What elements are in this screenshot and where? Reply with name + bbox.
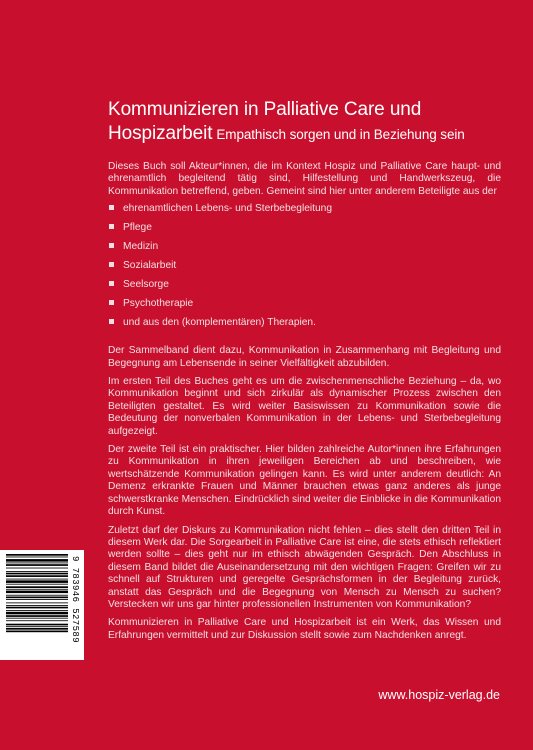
- paragraph-2: Im ersten Teil des Buches geht es um die zwischenmenschliche Beziehung – da, wo Kommunikation beginnt und sich zirkulär als dynamischer Prozess zwischen den Beteiligten gestaltet. Es wird weiter Basiswissen zu Kommunikation sowie die Bedeutung der nonverbalen Kommunikation in der Lebens- und Sterbebegleitung aufgezeigt.: [108, 376, 501, 437]
- barcode-bar: [6, 589, 68, 590]
- barcode-bar: [6, 605, 68, 606]
- intro-paragraph: Dieses Buch soll Akteur*innen, die im Kontext Hospiz und Palliative Care haupt- und ehrenamtlich begleitend tätig sind, Hilfestellung und Handwerkszeug, die Kommunikation betreffend, geben. Gemeint sind hier unter anderem Beteiligte aus der: [108, 161, 501, 197]
- barcode-bar: [6, 618, 68, 619]
- paragraph-4: Zuletzt darf der Diskurs zu Kommunikation nicht fehlen – dies stellt den dritten Teil in diesem Werk dar. Die Sorgearbeit in Palliative Care ist eine, die stets ethisch reflektiert werden sollte – dies geht nur im ethisch abwägenden Gespräch. Den Abschluss in diesem Band bildet die Auseinandersetzung mit den wichtigen Fragen: Greifen wir zu schnell auf Strukturen und geregelte Gesprächsformen in der Begleitung zurück, anstatt das Gespräch und die Begegnung von Mensch zu Mensch zu suchen? Verstecken wir uns gar hinter professionellen Instrumenten von Kommunikation?: [108, 524, 501, 610]
- list-item: und aus den (komplementären) Therapien.: [108, 316, 501, 335]
- barcode-bar: [6, 631, 68, 633]
- list-item: Medizin: [108, 240, 501, 259]
- paragraph-1: Der Sammelband dient dazu, Kommunikation in Zusammenhang mit Begleitung und Begegnung am Lebensende in seiner Vielfältigkeit abzubilden.: [108, 345, 501, 369]
- list-item: Pflege: [108, 221, 501, 240]
- barcode-bar: [6, 612, 68, 615]
- bullet-square-icon: [109, 281, 114, 286]
- barcode-bar: [6, 595, 68, 596]
- barcode-bar: [6, 568, 68, 569]
- barcode-bars: [6, 554, 68, 656]
- barcode-bar: [6, 564, 68, 566]
- barcode-bar: [6, 599, 68, 600]
- book-title-line-1: Kommunizieren in Palliative Care und: [108, 99, 422, 120]
- barcode-bar: [6, 580, 68, 583]
- list-item: Seelsorge: [108, 278, 501, 297]
- publisher-website: www.hospiz-verlag.de: [378, 688, 500, 702]
- isbn-barcode: [0, 550, 84, 660]
- barcode-bar: [6, 607, 68, 609]
- barcode-bar: [6, 626, 68, 627]
- barcode-bar: [6, 610, 68, 611]
- book-subtitle: Empathisch sorgen und in Beziehung sein: [216, 127, 465, 142]
- barcode-bar: [6, 579, 68, 580]
- barcode-bar: [6, 620, 68, 621]
- book-title-hospizarbeit: Hospizarbeit: [108, 123, 213, 144]
- barcode-digits: 9 783946 527589: [70, 556, 80, 644]
- bullet-square-icon: [109, 243, 114, 248]
- barcode-bar: [6, 563, 68, 564]
- barcode-bar: [6, 554, 68, 556]
- back-cover-text: [108, 161, 501, 648]
- barcode-bar: [6, 615, 68, 617]
- barcode-bar: [6, 597, 68, 599]
- paragraph-5: Kommunizieren in Palliative Care und Hospizarbeit ist ein Werk, das Wissen und Erfahrungen vermittelt und zur Diskussion stellt sowie zum Nachdenken anregt.: [108, 617, 501, 641]
- bullet-square-icon: [109, 319, 114, 324]
- paragraph-3: Der zweite Teil ist ein praktischer. Hier bilden zahlreiche Autor*innen ihre Erfahrungen zu Kommunikation in ihren jeweiligen Bereichen ab und beschreiben, wie wertschätzende Kommunikation gelingen kann. Es wird unter anderem deutlich: An Demenz erkrankte Frauen und Männer brauchen etwas ganz anderes als junge schwerstkranke Menschen. Eindrücklich sind weiter die Einblicke in die Kommunikation durch Kunst.: [108, 444, 501, 518]
- bullet-square-icon: [109, 224, 114, 229]
- barcode-bar: [6, 559, 68, 562]
- barcode-bar: [6, 584, 68, 585]
- participant-list: [108, 202, 501, 335]
- barcode-bar: [6, 573, 68, 575]
- bullet-square-icon: [109, 205, 114, 210]
- bullet-square-icon: [109, 262, 114, 267]
- list-item: ehrenamtlichen Lebens- und Sterbebegleitung: [108, 202, 501, 221]
- bullet-square-icon: [109, 300, 114, 305]
- barcode-bar: [6, 624, 68, 626]
- list-item: Sozialarbeit: [108, 259, 501, 278]
- barcode-bar: [6, 602, 68, 603]
- list-item: Psychotherapie: [108, 297, 501, 316]
- barcode-bar: [6, 575, 68, 577]
- book-title-line-2: [108, 122, 528, 147]
- barcode-bar: [6, 628, 68, 630]
- barcode-bar: [6, 557, 68, 558]
- book-title-block: [108, 98, 528, 147]
- barcode-bar: [6, 591, 68, 594]
- barcode-bar: [6, 571, 68, 572]
- barcode-bar: [6, 586, 68, 588]
